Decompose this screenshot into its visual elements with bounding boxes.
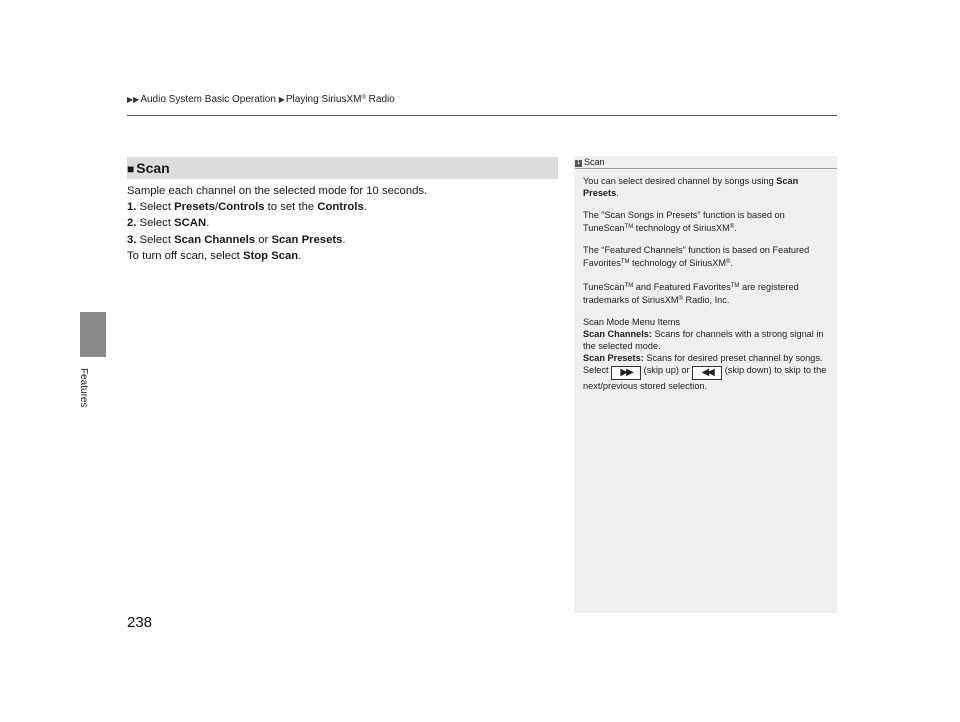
step-2: 2. Select SCAN.	[127, 217, 210, 230]
square-icon: ■	[127, 162, 135, 176]
arrow-icon: ▶▶	[127, 95, 140, 104]
header-rule	[127, 115, 837, 116]
side-label: Features	[78, 368, 89, 408]
breadcrumb	[127, 94, 395, 105]
arrow-icon: ▶	[278, 95, 285, 104]
page-number: 238	[127, 614, 153, 631]
registered-mark: ®	[361, 95, 366, 101]
note-heading	[575, 157, 837, 169]
intro-text: Sample each channel on the selected mode for 10 seconds.	[127, 185, 428, 197]
note-body	[583, 175, 831, 392]
menu-title: Scan Mode Menu Items	[583, 316, 681, 327]
note-paragraph-2: The “Scan Songs in Presets” function is based on TuneScan™ technology of SiriusXM®.	[583, 210, 785, 234]
section-body	[127, 183, 557, 264]
turn-off-text: To turn off scan, select Stop Scan.	[127, 249, 302, 262]
breadcrumb-part-2: Playing SiriusXM	[285, 94, 362, 105]
note-paragraph-1: You can select desired channel by songs using Scan Presets.	[583, 176, 799, 199]
skip-down-icon: ◀◀	[692, 366, 722, 380]
note-title: Scan	[584, 157, 605, 167]
breadcrumb-part-3: Radio	[365, 94, 395, 105]
skip-up-icon: ▶▶	[611, 366, 641, 380]
note-icon: 1	[576, 160, 581, 166]
section-heading	[127, 157, 558, 179]
breadcrumb-part-1: Audio System Basic Operation	[140, 94, 276, 105]
section-title: Scan	[136, 160, 170, 176]
note-paragraph-3: The “Featured Channels” function is based on Featured Favorites™ technology of SiriusXM®.	[583, 245, 810, 269]
side-tab	[80, 312, 106, 357]
menu-item-scan-presets: Scan Presets: Scans for desired preset channel by songs. Select ▶▶ (skip up) or ◀◀ (skip down) to skip to the next/previous stored selection.	[583, 353, 827, 392]
step-3: 3. Select Scan Channels or Scan Presets.	[127, 233, 346, 246]
note-paragraph-4: TuneScan™ and Featured Favorites™ are registered trademarks of SiriusXM® Radio, Inc.	[583, 281, 799, 305]
step-1: 1. Select Presets/Controls to set the Controls.	[127, 201, 367, 214]
menu-item-scan-channels: Scan Channels: Scans for channels with a strong signal in the selected mode.	[583, 328, 824, 351]
